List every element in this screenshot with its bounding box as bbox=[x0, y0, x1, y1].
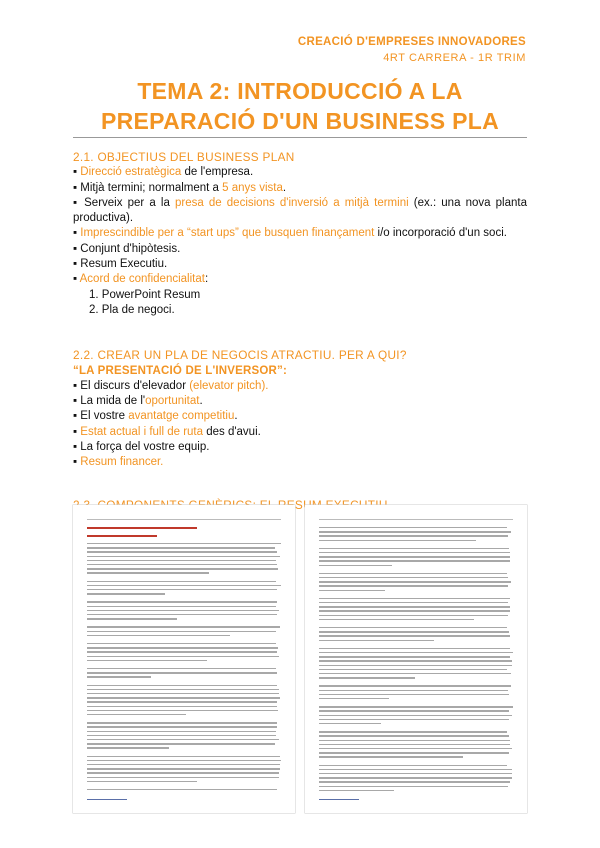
thumbnail-text-line bbox=[319, 769, 512, 770]
section2-bullet1: ▪ El discurs d'elevador (elevator pitch). bbox=[73, 379, 269, 392]
thumbnail-text-line bbox=[87, 789, 277, 790]
thumbnail-text-line bbox=[319, 690, 508, 691]
thumbnail-text-line bbox=[319, 723, 381, 724]
thumbnail-text-line bbox=[319, 585, 508, 586]
section3-heading: RESUM bbox=[277, 497, 323, 512]
section2-bullet3: ▪ El vostre avantatge competitiu. bbox=[73, 410, 238, 423]
thumbnail-text-line bbox=[87, 731, 276, 732]
page-title-line2: PREPARACIÓ D'UN BUSINESS PLA bbox=[100, 108, 500, 134]
thumbnail-text-line bbox=[87, 743, 275, 744]
thumbnail-text-line bbox=[319, 773, 512, 774]
thumbnail-text-line bbox=[87, 693, 279, 694]
thumbnail-text-line bbox=[319, 606, 510, 607]
thumbnail-text-line bbox=[319, 756, 463, 757]
thumbnail-text-line bbox=[87, 581, 276, 582]
thumbnail-text-line bbox=[87, 660, 207, 661]
thumbnail-text-line bbox=[87, 722, 277, 723]
thumbnail-text-line bbox=[87, 735, 276, 736]
thumbnail-text-line bbox=[87, 651, 277, 652]
section1-heading: 2.1. OBJECTIUS DEL BUSINESS PLAN bbox=[73, 150, 295, 164]
numbered-item-1: 1. PowerPoint Resum bbox=[89, 288, 201, 301]
thumbnail-text-line bbox=[87, 631, 276, 632]
thumbnail-text-line bbox=[319, 556, 510, 557]
thumbnail-text-line bbox=[319, 535, 508, 536]
thumbnail-footer-line bbox=[319, 799, 359, 800]
thumbnail-text-line bbox=[87, 685, 277, 686]
thumbnail-text-line bbox=[319, 694, 509, 695]
thumbnail-text-line bbox=[319, 648, 510, 649]
thumbnail-text-line bbox=[87, 668, 276, 669]
thumbnail-text-line bbox=[87, 714, 186, 715]
thumbnail-text-line bbox=[87, 647, 278, 648]
thumbnail-text-line bbox=[87, 589, 277, 590]
thumbnail-text-line bbox=[319, 598, 510, 599]
thumbnail-text-line bbox=[87, 610, 279, 611]
thumbnail-text-line bbox=[87, 656, 279, 657]
thumbnail-text-line bbox=[319, 781, 510, 782]
page-title-line1: TEMA 2: INTRODUCCIÓ A LA bbox=[137, 78, 463, 104]
thumbnail-text-line bbox=[87, 572, 209, 573]
thumbnail-text-line bbox=[319, 581, 511, 582]
thumbnail-text-line bbox=[87, 614, 277, 615]
thumbnail-text-line bbox=[87, 626, 280, 627]
course-header bbox=[298, 36, 526, 64]
thumbnail-text-line bbox=[87, 706, 277, 707]
section2-subheading: “LA PRESENTACIÓ DE L'INVERSOR”: bbox=[73, 364, 288, 377]
thumbnail-text-line bbox=[87, 568, 278, 569]
thumbnail-text-line bbox=[87, 756, 280, 757]
thumbnail-text-line bbox=[319, 740, 510, 741]
thumbnail-text-line bbox=[87, 543, 281, 544]
executive-summary-page-2 bbox=[305, 505, 527, 813]
section1-bullet5: ▪ Conjunt d'hipòtesis. bbox=[73, 242, 181, 255]
thumbnail-text-line bbox=[319, 552, 510, 553]
thumbnail-text-line bbox=[319, 786, 508, 787]
thumbnail-text-line bbox=[319, 527, 507, 528]
thumbnail-text-line bbox=[319, 631, 509, 632]
thumbnail-text-line bbox=[87, 551, 277, 552]
thumbnail-text-line bbox=[87, 593, 165, 594]
thumbnail-text-line bbox=[319, 640, 434, 641]
thumbnail-text-line bbox=[87, 547, 275, 548]
thumbnail-text-line bbox=[87, 676, 151, 677]
thumbnail-text-line bbox=[319, 715, 512, 716]
thumbnail-text-line bbox=[319, 706, 513, 707]
section2-heading: 2.2. CREAR UN PLA DE NEGOCIS ATRACTIU. PER A QUI? bbox=[73, 348, 407, 363]
thumbnail-text-line bbox=[87, 777, 279, 778]
thumbnail-text-line bbox=[319, 540, 476, 541]
thumbnail-text-line bbox=[319, 602, 508, 603]
executive-summary-images bbox=[73, 505, 527, 815]
section1-bullet2: ▪ Mitjà termini; normalment a 5 anys vista. bbox=[73, 181, 287, 194]
thumbnail-text-line bbox=[319, 731, 507, 732]
thumbnail-text-line bbox=[319, 615, 508, 616]
thumbnail-text-line bbox=[319, 685, 511, 686]
section2-bullet5: ▪ La força del vostre equip. bbox=[73, 441, 210, 454]
thumbnail-text-line bbox=[319, 619, 474, 620]
thumbnail-text-line bbox=[87, 739, 279, 740]
thumbnail-text-line bbox=[87, 606, 276, 607]
thumbnail-text-line bbox=[87, 726, 277, 727]
thumbnail-text-line bbox=[319, 560, 510, 561]
thumbnail-text-line bbox=[87, 772, 279, 773]
thumbnail-text-line bbox=[319, 573, 507, 574]
thumbnail-text-line bbox=[319, 735, 509, 736]
thumbnail-text-line bbox=[87, 689, 279, 690]
thumbnail-text-line bbox=[319, 656, 510, 657]
thumbnail-text-line bbox=[87, 760, 281, 761]
document-body bbox=[73, 150, 527, 513]
numbered-item-2: 2. Pla de negoci. bbox=[89, 303, 175, 316]
thumbnail-text-line bbox=[87, 585, 281, 586]
thumbnail-text-line bbox=[319, 790, 394, 791]
thumbnail-text-line bbox=[87, 768, 280, 769]
thumbnail-text-line bbox=[87, 764, 280, 765]
thumbnail-text-line bbox=[87, 710, 278, 711]
thumbnail-text-line bbox=[319, 565, 392, 566]
thumbnail-text-line bbox=[87, 556, 280, 557]
thumbnail-text-line bbox=[319, 748, 512, 749]
thumbnail-text-line bbox=[319, 744, 510, 745]
thumbnail-text-line bbox=[319, 577, 508, 578]
executive-summary-page-1 bbox=[73, 505, 295, 813]
section1-bullet6: ▪ Resum Executiu. bbox=[73, 258, 168, 271]
section2-bullet2: ▪ La mida de l'oportunitat. bbox=[73, 395, 203, 408]
page-title bbox=[0, 76, 600, 136]
thumbnail-text-line bbox=[87, 560, 276, 561]
thumbnail-text-line bbox=[87, 672, 277, 673]
thumbnail-text-line bbox=[319, 548, 509, 549]
section1-bullet3: ▪ Serveix per a la presa de decisions d'inversió a mitjà termini (ex.: una nova planta productiva). bbox=[73, 196, 527, 225]
thumbnail-text-line bbox=[319, 765, 507, 766]
thumbnail-text-line bbox=[319, 669, 507, 670]
course-title: CREACIÓ D'EMPRESES INNOVADORES bbox=[297, 36, 526, 48]
thumbnail-text-line bbox=[319, 698, 389, 699]
thumbnail-text-line bbox=[87, 564, 277, 565]
thumbnail-text-line bbox=[87, 601, 277, 602]
thumbnail-text-line bbox=[319, 673, 511, 674]
course-subtitle: 4RT CARRERA - 1R TRIM bbox=[383, 52, 526, 64]
thumbnail-text-line bbox=[319, 652, 513, 653]
thumbnail-text-line bbox=[319, 627, 507, 628]
thumbnail-text-line bbox=[319, 531, 511, 532]
section1-bullet1: ▪ Direcció estratègica de l'empresa. bbox=[73, 166, 254, 179]
thumbnail-text-line bbox=[319, 719, 509, 720]
thumbnail-text-line bbox=[319, 660, 512, 661]
thumbnail-text-line bbox=[87, 701, 277, 702]
thumbnail-text-line bbox=[87, 781, 197, 782]
thumbnail-text-line bbox=[87, 697, 280, 698]
thumbnail-text-line bbox=[319, 610, 510, 611]
thumbnail-heading-line bbox=[87, 527, 197, 529]
thumbnail-footer-line bbox=[87, 799, 127, 800]
thumbnail-text-line bbox=[319, 590, 385, 591]
section2-bullet6: ▪ Resum financer. bbox=[73, 456, 164, 469]
thumbnail-text-line bbox=[87, 643, 276, 644]
thumbnail-text-line bbox=[319, 665, 512, 666]
thumbnail-text-line bbox=[319, 777, 512, 778]
thumbnail-heading-line bbox=[87, 535, 157, 537]
section1-bullet4: ▪ Imprescindible per a “start ups” que busquen finançament i/o incorporació d'un soci. bbox=[73, 227, 507, 240]
thumbnail-text-line bbox=[87, 635, 230, 636]
section2-bullet4: ▪ Estat actual i full de ruta des d'avui. bbox=[73, 425, 261, 438]
section1-bullet7: ▪ Acord de confidencialitat: bbox=[73, 273, 209, 286]
thumbnail-text-line bbox=[319, 752, 509, 753]
thumbnail-text-line bbox=[319, 710, 509, 711]
thumbnail-text-line bbox=[87, 747, 169, 748]
thumbnail-text-line bbox=[87, 618, 177, 619]
thumbnail-text-line bbox=[319, 677, 415, 678]
title-divider bbox=[73, 137, 527, 138]
thumbnail-text-line bbox=[319, 635, 510, 636]
